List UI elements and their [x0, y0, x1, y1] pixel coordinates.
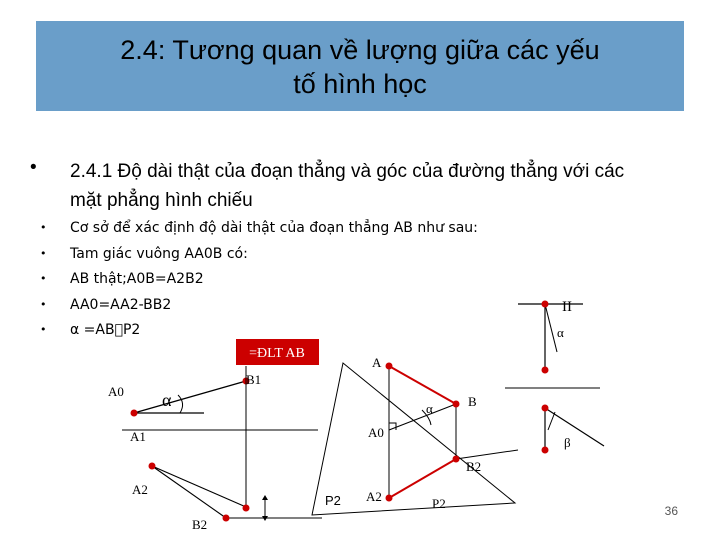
point-right-mid [542, 367, 549, 374]
bullet-dot: • [40, 247, 47, 260]
label-a0: A0 [108, 384, 124, 399]
segment-ab [389, 366, 456, 404]
segment-a0-b [389, 404, 456, 430]
label-b2-center: B2 [466, 459, 482, 474]
point-right-top [542, 301, 549, 308]
segment-a2-b2 [389, 459, 456, 498]
label-alpha-left: α [162, 390, 172, 410]
sub-bullet-text: AB thật;A0B=A2B2 [70, 271, 204, 287]
point-b [453, 401, 460, 408]
bullet-dot: • [40, 272, 47, 285]
label-b1: B1 [246, 372, 262, 387]
bullet-dot: • [40, 323, 47, 336]
plane-p2 [312, 363, 515, 515]
label-b: B [468, 394, 477, 409]
segment-a2-b2 [152, 466, 226, 518]
bullet-dot: • [40, 221, 47, 234]
sub-bullet-text: Cơ sở để xác định độ dài thật của đoạn thẳng AB như sau: [70, 220, 478, 236]
parallel-mark: II [562, 299, 572, 315]
point-a [386, 363, 393, 370]
point-a2-left [149, 463, 156, 470]
bullet-dot: • [40, 298, 47, 311]
point-right-lower-bottom [542, 447, 549, 454]
label-a0-center: A0 [368, 425, 384, 440]
tick-mark [548, 412, 555, 430]
sub-bullet-text: Tam giác vuông AA0B có: [70, 246, 248, 262]
point-b-proj [243, 505, 250, 512]
slanted-line-right [545, 304, 557, 352]
label-a: A [372, 355, 382, 370]
bullet-dot: • [30, 157, 37, 178]
angle-arc [178, 395, 183, 413]
point-b2 [453, 456, 460, 463]
point-a2 [386, 495, 393, 502]
arrow-up [262, 495, 268, 500]
label-beta-right: β [564, 435, 571, 450]
axis-stub [456, 450, 518, 459]
point-a0 [131, 410, 138, 417]
label-alpha-center: α [426, 401, 433, 416]
label-p2: P2 [325, 493, 341, 508]
slide-title-line-2: tố hình học [293, 69, 427, 99]
true-length-line [134, 381, 246, 413]
point-b2-left [223, 515, 230, 522]
label-b2-left: B2 [192, 517, 208, 532]
sub-bullet-text: α =AB P2 [70, 322, 137, 338]
label-alpha-right: α [557, 325, 564, 340]
dlt-box-label: =ĐLT AB [249, 346, 305, 361]
page-number: 36 [664, 504, 678, 518]
point-right-lower-top [542, 405, 549, 412]
label-a1: A1 [130, 429, 146, 444]
slide-title-line-1: 2.4: Tương quan về lượng giữa các yếu [120, 35, 600, 65]
segment-a2-b2-upper [152, 466, 246, 507]
main-bullet-text: 2.4.1 Độ dài thật của đoạn thẳng và góc của đường thẳng với các mặt phẳng hình chiếu [70, 161, 625, 211]
label-a2-center: A2 [366, 489, 382, 504]
label-a2-left: A2 [132, 482, 148, 497]
label-p2-center: P2 [432, 496, 446, 511]
sub-bullet-text: AA0=AA2-BB2 [70, 297, 172, 313]
